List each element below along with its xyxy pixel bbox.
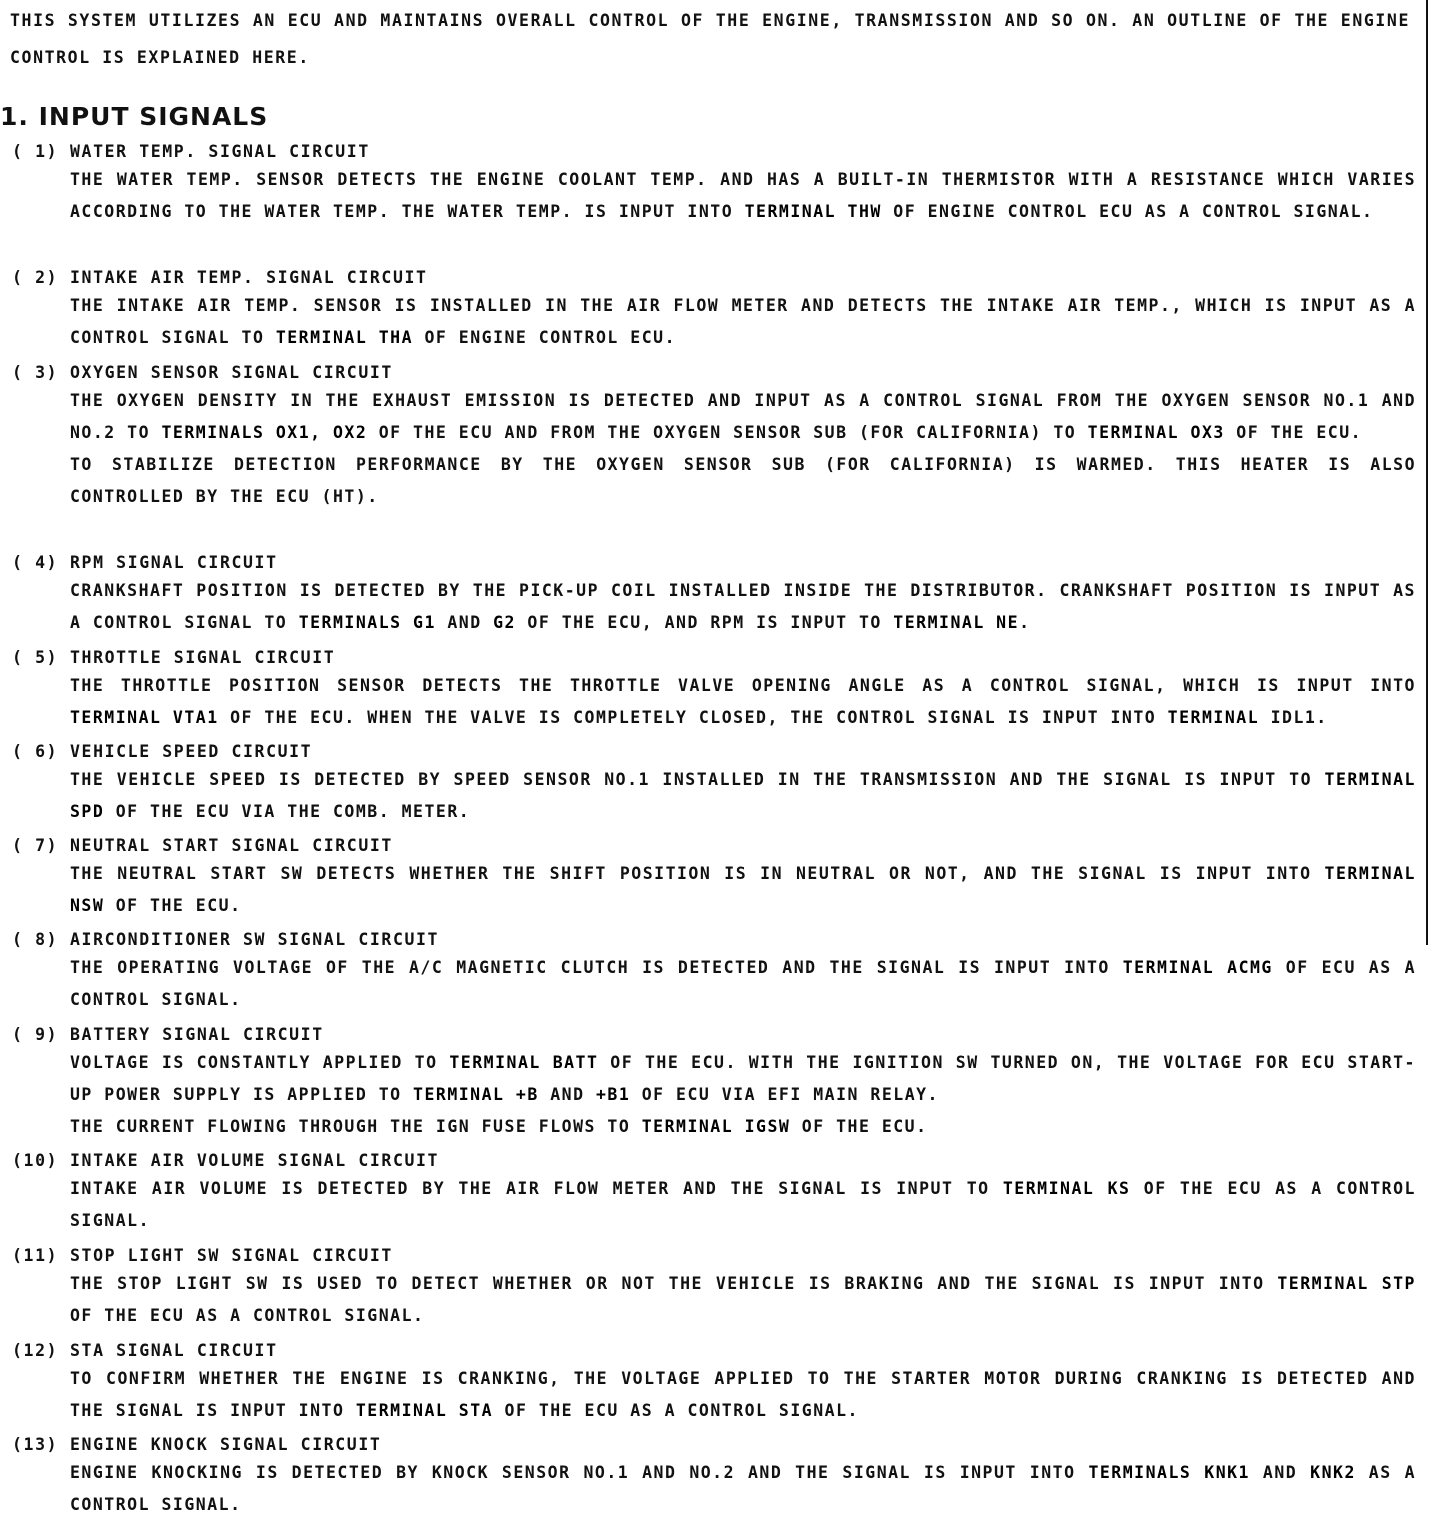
description-paragraph xyxy=(70,385,1416,449)
description-text: OF ENGINE CONTROL ECU AS A CONTROL SIGNAL. xyxy=(881,202,1374,221)
terminal-name: +B1 xyxy=(595,1085,631,1104)
signal-item-title-text: OXYGEN SENSOR SIGNAL CIRCUIT xyxy=(70,363,393,382)
signal-item xyxy=(12,928,1416,1016)
signal-item-title xyxy=(12,551,1416,575)
signal-item xyxy=(12,646,1416,734)
signal-item-description xyxy=(70,1173,1416,1237)
description-text: OF THE ECU. xyxy=(1224,423,1363,442)
signal-item-title-text: WATER TEMP. SIGNAL CIRCUIT xyxy=(70,142,370,161)
signal-item-description xyxy=(70,858,1416,922)
description-text: TO CONFIRM WHETHER THE ENGINE IS CRANKING, THE VOLTAGE APPLIED TO THE STARTER MOTOR DURING CRANKING IS DETECTED AND THE SIGNAL IS INPUT INTO xyxy=(70,1369,1416,1420)
signal-item-title xyxy=(12,140,1416,164)
signal-item-title-text: STA SIGNAL CIRCUIT xyxy=(70,1341,278,1360)
description-text: THE NEUTRAL START SW DETECTS WHETHER THE SHIFT POSITION IS IN NEUTRAL OR NOT, AND THE SIGNAL IS INPUT INTO xyxy=(70,864,1325,883)
description-paragraph xyxy=(70,952,1416,1016)
signal-item-title xyxy=(12,266,1416,290)
signal-item-number: ( 3) xyxy=(12,363,59,382)
signal-item-title-text: INTAKE AIR VOLUME SIGNAL CIRCUIT xyxy=(70,1151,440,1170)
signal-item-number: ( 1) xyxy=(12,142,59,161)
signal-item-description xyxy=(70,164,1416,228)
description-text: THE WATER TEMP. SENSOR DETECTS THE ENGINE COOLANT TEMP. AND HAS A BUILT-IN THERMISTOR WITH A RESISTANCE WHICH VARIES ACCORDING TO THE WATER TEMP. THE WATER TEMP. IS INPUT INTO xyxy=(70,170,1416,221)
description-paragraph xyxy=(70,670,1416,734)
signal-item-number: (13) xyxy=(12,1435,59,1454)
terminal-name: G2 xyxy=(493,613,516,632)
terminal-name: TERMINAL THA xyxy=(275,328,414,347)
signal-item-title xyxy=(12,740,1416,764)
signal-item-description xyxy=(70,290,1416,354)
description-paragraph xyxy=(70,1111,1416,1143)
signal-item-number: ( 9) xyxy=(12,1025,59,1044)
signal-item-description xyxy=(70,1047,1416,1143)
description-text: CRANKSHAFT POSITION IS DETECTED BY THE PICK-UP COIL INSTALLED INSIDE THE DISTRIBUTOR. CRANKSHAFT POSITION IS INPUT AS A CONTROL SIGNAL TO xyxy=(70,581,1416,632)
description-text: THE OPERATING VOLTAGE OF THE A/C MAGNETIC CLUTCH IS DETECTED AND THE SIGNAL IS INPUT INTO xyxy=(70,958,1123,977)
signal-item xyxy=(12,1023,1416,1143)
signal-item-description xyxy=(70,1363,1416,1427)
signal-item-title-text: BATTERY SIGNAL CIRCUIT xyxy=(70,1025,324,1044)
signal-item-description xyxy=(70,764,1416,828)
description-paragraph xyxy=(70,1047,1416,1111)
description-paragraph xyxy=(70,764,1416,828)
signal-item xyxy=(12,140,1416,228)
description-text: ENGINE KNOCKING IS DETECTED BY KNOCK SENSOR NO.1 AND NO.2 AND THE SIGNAL IS INPUT INTO xyxy=(70,1463,1089,1482)
description-paragraph xyxy=(70,1268,1416,1332)
terminal-name: TERMINAL KS xyxy=(1002,1179,1131,1198)
signal-item-title-text: VEHICLE SPEED CIRCUIT xyxy=(70,742,313,761)
description-text: AND xyxy=(1250,1463,1311,1482)
description-text: THE STOP LIGHT SW IS USED TO DETECT WHETHER OR NOT THE VEHICLE IS BRAKING AND THE SIGNAL IS INPUT INTO xyxy=(70,1274,1278,1293)
terminal-name: TERMINALS G1 xyxy=(298,613,436,632)
description-text: OF THE ECU, AND RPM IS INPUT TO xyxy=(515,613,894,632)
signal-item-description xyxy=(70,670,1416,734)
description-text: THE OXYGEN DENSITY IN THE EXHAUST EMISSION IS DETECTED AND INPUT AS A CONTROL SIGNAL FROM THE OXYGEN SENSOR NO.1 AND NO.2 TO xyxy=(70,391,1416,442)
signal-item-description xyxy=(70,952,1416,1016)
signal-item-title-text: STOP LIGHT SW SIGNAL CIRCUIT xyxy=(70,1246,393,1265)
signal-item-title xyxy=(12,1244,1416,1268)
description-paragraph xyxy=(70,164,1416,228)
signal-item-description xyxy=(70,385,1416,513)
signal-item-description xyxy=(70,1268,1416,1332)
signal-item-title-text: ENGINE KNOCK SIGNAL CIRCUIT xyxy=(70,1435,382,1454)
terminal-name: TERMINAL IGSW xyxy=(641,1117,791,1136)
signal-item xyxy=(12,834,1416,922)
signal-item-title xyxy=(12,646,1416,670)
description-text: OF ECU AS A CONTROL SIGNAL. xyxy=(70,958,1417,1009)
signal-item xyxy=(12,266,1416,354)
description-text: THE CURRENT FLOWING THROUGH THE IGN FUSE FLOWS TO xyxy=(70,1117,642,1136)
right-margin-rule xyxy=(1426,0,1428,945)
terminal-name: TERMINAL VTA1 xyxy=(70,708,219,727)
terminal-name: KNK2 xyxy=(1310,1463,1356,1482)
description-text: AND xyxy=(538,1085,596,1104)
description-paragraph xyxy=(70,1457,1416,1521)
section-heading: 1. INPUT SIGNALS xyxy=(0,102,269,131)
signal-item xyxy=(12,740,1416,828)
description-paragraph xyxy=(70,449,1416,513)
signal-item xyxy=(12,1244,1416,1332)
signal-item-number: ( 6) xyxy=(12,742,59,761)
terminal-name: TERMINAL OX3 xyxy=(1087,423,1225,442)
description-text: OF THE ECU. WITH THE IGNITION SW TURNED ON, THE VOLTAGE FOR ECU START-UP POWER SUPPLY IS APPLIED TO xyxy=(70,1053,1416,1104)
description-text: OF THE ECU AND FROM THE OXYGEN SENSOR SUB (FOR CALIFORNIA) TO xyxy=(367,423,1088,442)
terminal-name: TERMINALS OX1, OX2 xyxy=(161,423,368,442)
signal-item-description xyxy=(70,575,1416,639)
description-text: OF THE ECU AS A CONTROL SIGNAL. xyxy=(493,1401,859,1420)
terminal-name: TERMINAL STA xyxy=(355,1401,494,1420)
signal-item-number: ( 2) xyxy=(12,268,59,287)
signal-item-title-text: THROTTLE SIGNAL CIRCUIT xyxy=(70,648,336,667)
terminal-name: TERMINAL STP xyxy=(1277,1274,1416,1293)
terminal-name: TERMINAL THW xyxy=(744,202,882,221)
signal-item-number: ( 8) xyxy=(12,930,59,949)
signal-item xyxy=(12,551,1416,639)
signal-item xyxy=(12,361,1416,513)
description-text: IDL1. xyxy=(1259,708,1328,727)
terminal-name: TERMINAL NSW xyxy=(70,864,1416,915)
description-paragraph xyxy=(70,858,1416,922)
signal-item-number: ( 5) xyxy=(12,648,59,667)
description-paragraph xyxy=(70,1363,1416,1427)
signal-item xyxy=(12,1149,1416,1237)
description-paragraph xyxy=(70,290,1416,354)
signal-item-title xyxy=(12,834,1416,858)
description-text: INTAKE AIR VOLUME IS DETECTED BY THE AIR FLOW METER AND THE SIGNAL IS INPUT TO xyxy=(70,1179,1003,1198)
description-text: AND xyxy=(435,613,494,632)
terminal-name: TERMINAL BATT xyxy=(449,1053,599,1072)
intro-paragraph: THIS SYSTEM UTILIZES AN ECU AND MAINTAINS OVERALL CONTROL OF THE ENGINE, TRANSMISSION AND SO ON. AN OUTLINE OF THE ENGINE CONTROL IS EXPLAINED HERE. xyxy=(10,11,1410,67)
signal-item-number: (12) xyxy=(12,1341,59,1360)
description-text: OF ECU VIA EFI MAIN RELAY. xyxy=(630,1085,939,1104)
signal-item-title-text: INTAKE AIR TEMP. SIGNAL CIRCUIT xyxy=(70,268,428,287)
terminal-name: TERMINAL NE xyxy=(893,613,1020,632)
signal-item-number: (10) xyxy=(12,1151,59,1170)
signal-item-title-text: AIRCONDITIONER SW SIGNAL CIRCUIT xyxy=(70,930,440,949)
signal-item-title-text: NEUTRAL START SIGNAL CIRCUIT xyxy=(70,836,393,855)
signal-item-title xyxy=(12,1339,1416,1363)
description-text: OF THE ECU. xyxy=(104,896,242,915)
terminal-name: TERMINAL SPD xyxy=(70,770,1416,821)
signal-item-number: (11) xyxy=(12,1246,59,1265)
terminal-name: TERMINAL xyxy=(1167,708,1260,727)
signal-item-title xyxy=(12,1149,1416,1173)
description-text: AS A CONTROL SIGNAL. xyxy=(70,1463,1417,1514)
description-text: OF ENGINE CONTROL ECU. xyxy=(413,328,677,347)
description-text: OF THE ECU AS A CONTROL SIGNAL. xyxy=(70,1179,1416,1230)
signal-item-title xyxy=(12,1023,1416,1047)
description-text: THE INTAKE AIR TEMP. SENSOR IS INSTALLED IN THE AIR FLOW METER AND DETECTS THE INTAKE AIR TEMP., WHICH IS INPUT AS A CONTROL SIGNAL TO xyxy=(70,296,1416,347)
description-text: VOLTAGE IS CONSTANTLY APPLIED TO xyxy=(70,1053,450,1072)
signal-item-title xyxy=(12,1433,1416,1457)
signal-item-title xyxy=(12,361,1416,385)
signal-item-number: ( 7) xyxy=(12,836,59,855)
description-text: OF THE ECU. xyxy=(790,1117,928,1136)
terminal-name: TERMINALS KNK1 xyxy=(1088,1463,1250,1482)
signal-item-title xyxy=(12,928,1416,952)
description-text: TO STABILIZE DETECTION PERFORMANCE BY THE OXYGEN SENSOR SUB (FOR CALIFORNIA) IS WARMED. THIS HEATER IS ALSO CONTROLLED BY THE ECU (HT). xyxy=(70,455,1416,506)
signal-item xyxy=(12,1339,1416,1427)
description-text: OF THE ECU. WHEN THE VALVE IS COMPLETELY CLOSED, THE CONTROL SIGNAL IS INPUT INTO xyxy=(218,708,1168,727)
description-text: OF THE ECU VIA THE COMB. METER. xyxy=(104,802,471,821)
terminal-name: TERMINAL ACMG xyxy=(1122,958,1273,977)
signal-item-description xyxy=(70,1457,1416,1521)
signal-item-number: ( 4) xyxy=(12,553,59,572)
description-paragraph xyxy=(70,1173,1416,1237)
description-text: . xyxy=(1019,613,1031,632)
signal-item xyxy=(12,1433,1416,1521)
signal-item-title-text: RPM SIGNAL CIRCUIT xyxy=(70,553,278,572)
description-text: THE VEHICLE SPEED IS DETECTED BY SPEED SENSOR NO.1 INSTALLED IN THE TRANSMISSION AND THE SIGNAL IS INPUT TO xyxy=(70,770,1325,789)
description-text: OF THE ECU AS A CONTROL SIGNAL. xyxy=(70,1306,425,1325)
terminal-name: TERMINAL +B xyxy=(413,1085,539,1104)
description-text: THE THROTTLE POSITION SENSOR DETECTS THE THROTTLE VALVE OPENING ANGLE AS A CONTROL SIGNAL, WHICH IS INPUT INTO xyxy=(70,676,1416,695)
description-paragraph xyxy=(70,575,1416,639)
